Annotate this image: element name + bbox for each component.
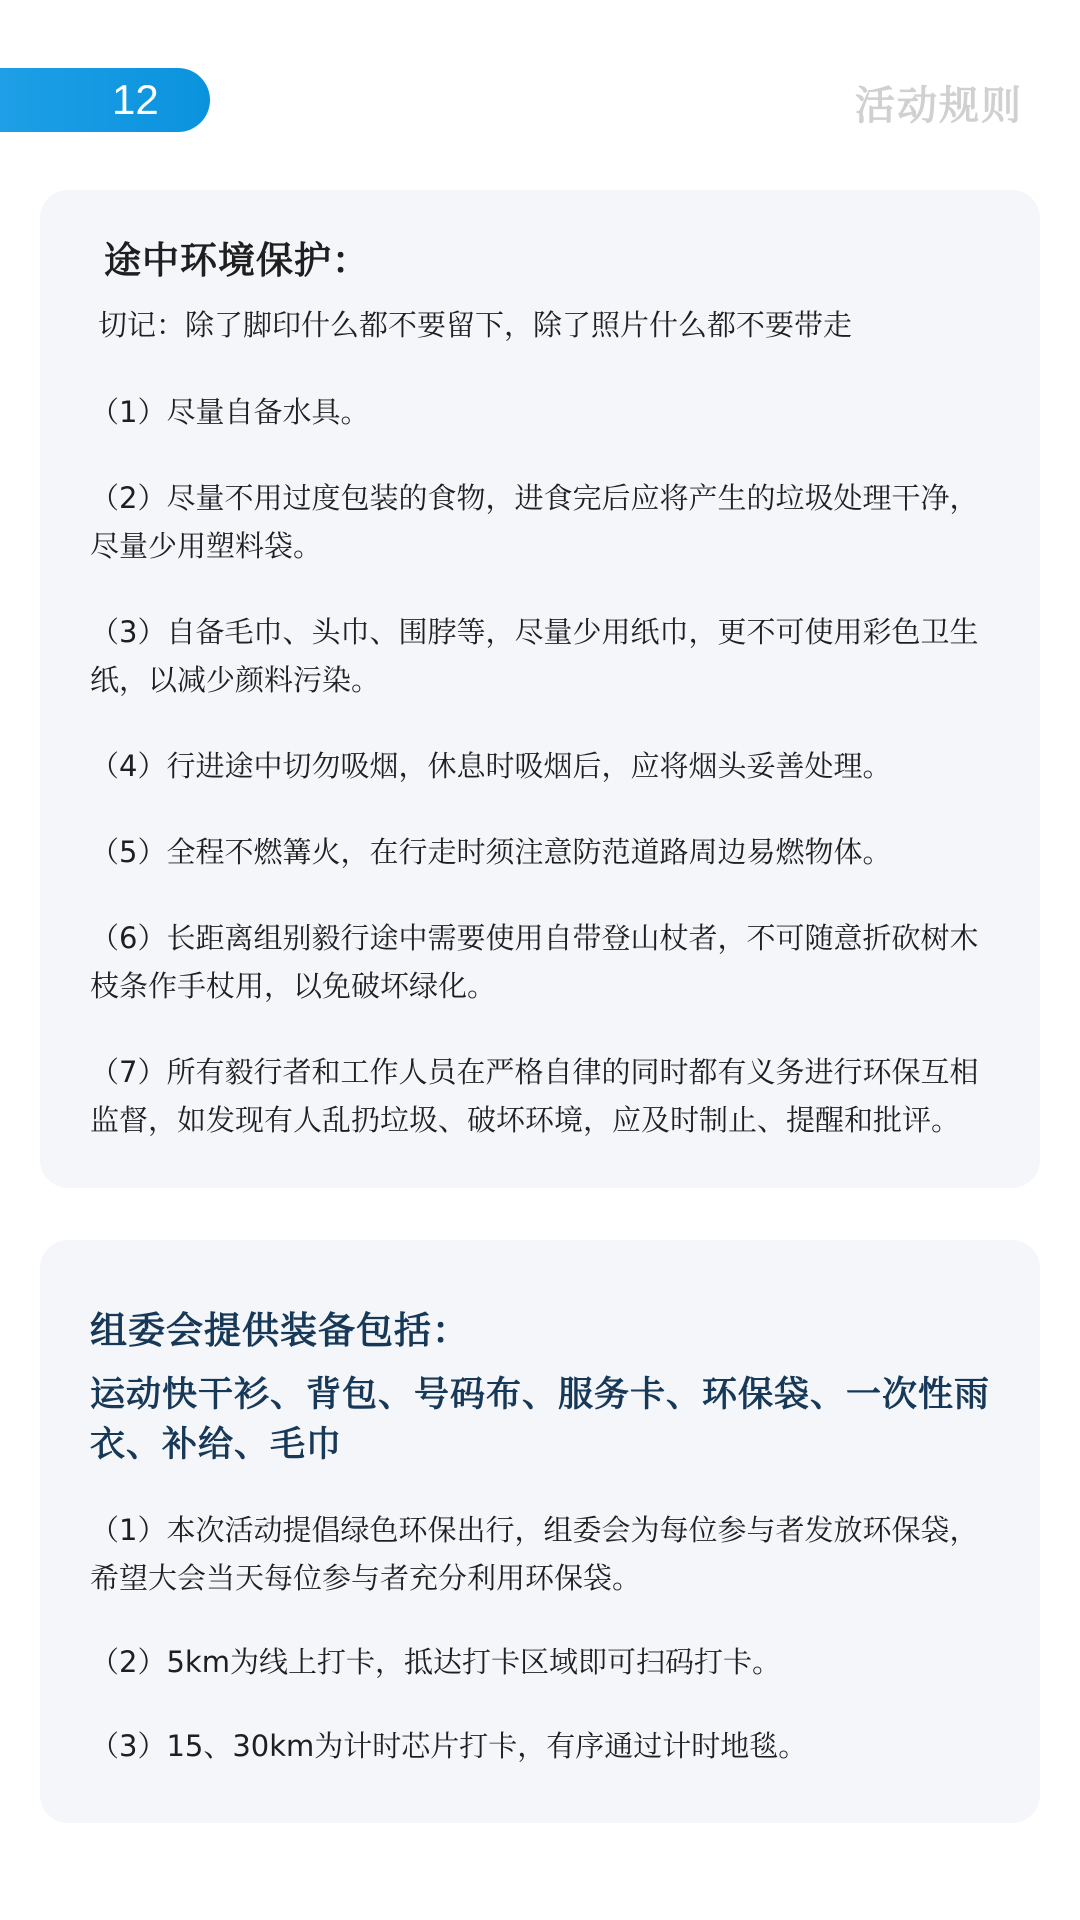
environment-card [40, 190, 1040, 1188]
environment-item-1: （1）尽量自备水具。 [90, 395, 370, 429]
page-number: 12 [112, 76, 159, 123]
equipment-title: 组委会提供装备包括： [90, 1309, 470, 1352]
section-title: 活动规则 [855, 83, 1023, 129]
environment-title: 途中环境保护： [104, 239, 370, 282]
environment-item-6: （6）长距离组别毅行途中需要使用自带登山杖者，不可随意折砍树木枝条作手杖用，以免破坏绿化。 [90, 921, 979, 1003]
environment-item-2: （2）尽量不用过度包装的食物，进食完后应将产生的垃圾处理干净，尽量少用塑料袋。 [90, 481, 979, 563]
page-number-badge [0, 68, 210, 132]
equipment-item-2: （2）5km为线上打卡，抵达打卡区域即可扫码打卡。 [90, 1645, 781, 1679]
equipment-list: 运动快干衫、背包、号码布、服务卡、环保袋、一次性雨衣、补给、毛巾 [90, 1375, 991, 1465]
environment-item-5: （5）全程不燃篝火，在行走时须注意防范道路周边易燃物体。 [90, 835, 892, 869]
environment-item-3: （3）自备毛巾、头巾、围脖等，尽量少用纸巾，更不可使用彩色卫生纸，以减少颜料污染。 [90, 615, 979, 697]
equipment-item-1: （1）本次活动提倡绿色环保出行，组委会为每位参与者发放环保袋，希望大会当天每位参与者充分利用环保袋。 [90, 1513, 979, 1595]
equipment-item-3: （3）15、30km为计时芯片打卡，有序通过计时地毯。 [90, 1729, 808, 1763]
environment-item-7: （7）所有毅行者和工作人员在严格自律的同时都有义务进行环保互相监督，如发现有人乱扔垃圾、破坏环境，应及时制止、提醒和批评。 [90, 1055, 979, 1137]
environment-item-4: （4）行进途中切勿吸烟，休息时吸烟后，应将烟头妥善处理。 [90, 749, 892, 783]
environment-intro: 切记：除了脚印什么都不要留下，除了照片什么都不要带走 [98, 308, 853, 342]
equipment-card [40, 1240, 1040, 1823]
